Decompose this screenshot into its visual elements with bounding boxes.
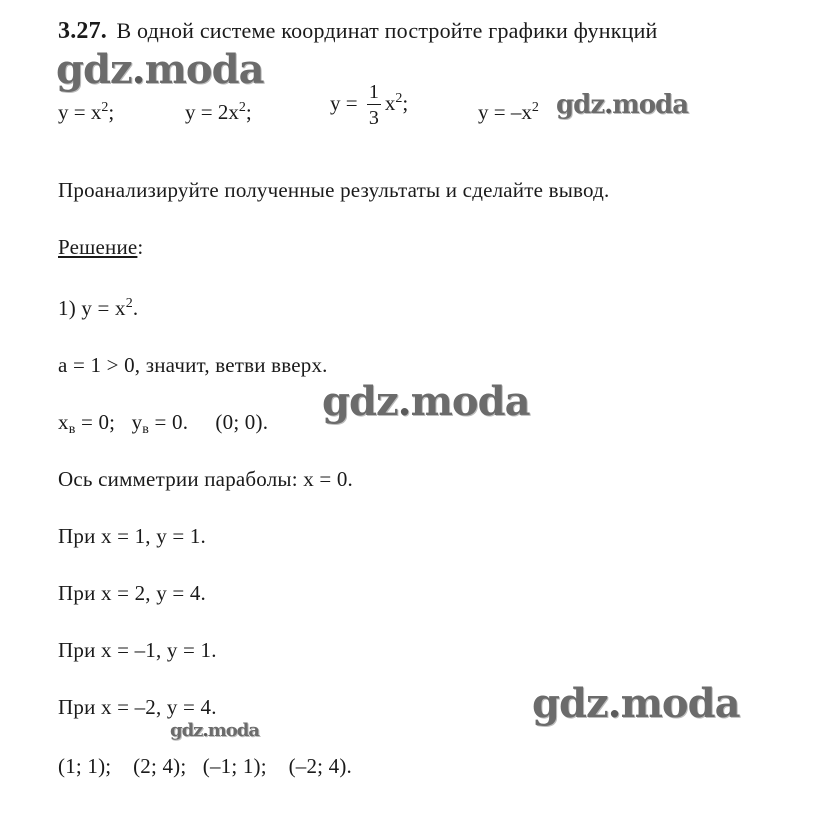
task-number: 3.27. — [58, 18, 107, 44]
watermark-3: gdz.moda — [322, 378, 530, 425]
watermark-1: gdz.moda — [56, 46, 264, 93]
pairs-line: (1; 1); (2; 4); (–1; 1); (–2; 4). — [58, 754, 352, 778]
solution-heading: Решение: — [58, 235, 144, 259]
branches-text: a = 1 > 0, значит, ветви вверх. — [58, 353, 328, 377]
fraction-one-third: $\frac{1}{3}$ — [368, 81, 379, 129]
formula-3: y = $\frac{1}{3}$ $x^2$; — [330, 81, 409, 129]
task-text: В одной системе координат постройте графики функций — [116, 18, 658, 43]
watermark-5: gdz.moda — [170, 720, 259, 741]
watermark-2: gdz.moda — [556, 90, 689, 120]
formula-1: $y = x^2$; — [58, 100, 115, 124]
axis-text: Ось симметрии параболы: x = 0. — [58, 467, 353, 491]
step-1-function: 1) $y = x^2$. — [58, 296, 139, 320]
point-line-2: При x = 2, y = 4. — [58, 581, 206, 605]
point-line-3: При x = –1, y = 1. — [58, 638, 217, 662]
watermark-4: gdz.moda — [532, 680, 740, 727]
formula-2: $y = 2x^2$; — [185, 100, 252, 124]
point-line-1: При x = 1, y = 1. — [58, 524, 206, 548]
instruction-text: Проанализируйте полученные результаты и сделайте вывод. — [58, 178, 610, 202]
point-line-4: При x = –2, y = 4. — [58, 695, 217, 719]
vertex-point: (0; 0). — [215, 410, 269, 434]
task-heading — [58, 18, 658, 45]
formula-4: $y = -x^2$ — [478, 100, 539, 124]
vertex-line: $x_в = 0$; $y_в = 0$. (0; 0). — [58, 410, 269, 437]
solution-label: Решение — [58, 235, 138, 259]
